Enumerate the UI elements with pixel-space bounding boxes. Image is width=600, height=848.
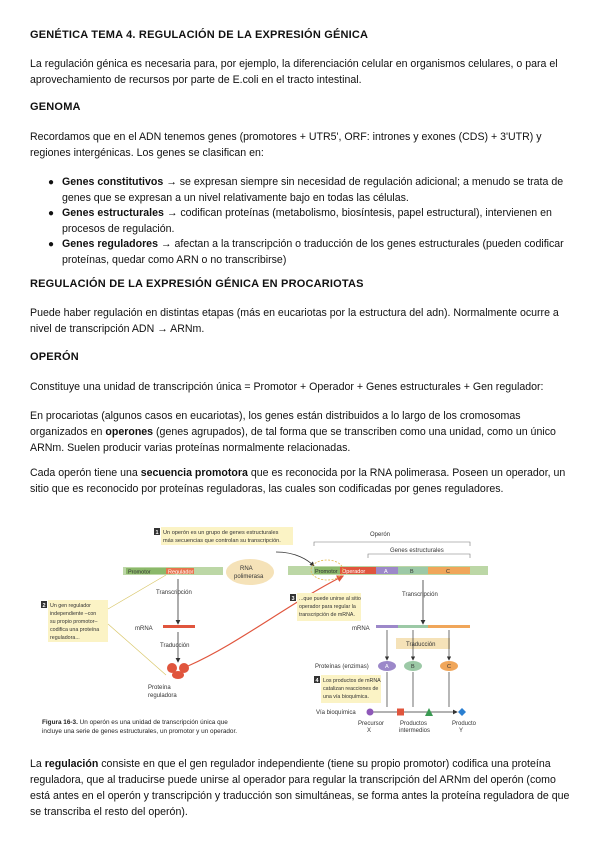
regulator-dna	[123, 567, 223, 576]
svg-text:Traducción: Traducción	[160, 643, 190, 649]
svg-text:RNA: RNA	[240, 566, 253, 572]
svg-text:independiente –con: independiente –con	[50, 611, 97, 617]
svg-text:Transcripción: Transcripción	[402, 592, 438, 598]
svg-text:Producto: Producto	[452, 721, 477, 727]
svg-text:3: 3	[291, 596, 295, 602]
svg-text:C: C	[447, 664, 451, 670]
svg-text:una vía bioquímica.: una vía bioquímica.	[323, 694, 369, 700]
figure-caption-line-1: Figura 16-3. Un operón es una unidad de transcripción única que	[42, 719, 228, 726]
svg-text:A: A	[385, 664, 389, 670]
gene-types-list	[30, 175, 575, 268]
promoter-paragraph: Cada operón tiene una secuencia promotora que es reconocida por la RNA polimerasa. Poseen un operador, un sitio que es reconocido por proteínas reguladoras, las cuales son codificadas por genes reguladores.	[30, 467, 566, 495]
svg-text:Traducción: Traducción	[406, 642, 436, 648]
svg-text:intermedios: intermedios	[399, 728, 431, 734]
note-4	[314, 675, 381, 703]
note-3	[290, 593, 361, 621]
note-1	[154, 527, 293, 545]
svg-text:Los productos de mRNA: Los productos de mRNA	[323, 678, 381, 684]
operon-dna	[288, 560, 488, 580]
bullet-icon: ●	[48, 177, 55, 188]
svg-text:...que puede unirse al sitio: ...que puede unirse al sitio	[299, 596, 361, 602]
svg-text:Transcripción: Transcripción	[156, 590, 192, 596]
regulatory-protein-shape	[167, 663, 189, 679]
list-item: ● Genes reguladores → afectan a la transcripción o traducción de los genes estructurales (pueden codificar proteínas, quedar como ARN o no transcribirse)	[48, 238, 564, 266]
svg-text:Promotor: Promotor	[315, 569, 338, 575]
svg-text:X: X	[367, 728, 372, 734]
svg-text:Proteína: Proteína	[148, 685, 171, 691]
operon-diagram	[38, 524, 508, 742]
svg-text:reguladora...: reguladora...	[50, 635, 80, 641]
intro-paragraph: La regulación génica es necesaria para, por ejemplo, la diferenciación celular en organismos celulares, o para el aprovechamiento de recursos por parte de E.coli en el tracto intestinal.	[30, 58, 558, 86]
rna-polymerase	[226, 559, 274, 585]
bullet-icon: ●	[48, 208, 55, 219]
svg-text:operador para regular la: operador para regular la	[299, 604, 356, 610]
list-item: ● Genes constitutivos → se expresan siempre sin necesidad de regulación adicional; a menudo se trata de genes que se expresan a un nivel relativamente bajo en todas las células.	[48, 176, 564, 204]
svg-text:A: A	[384, 569, 388, 575]
closing-paragraph: La regulación consiste en que el gen regulador independiente (tiene su propio promotor) codifica una proteína reguladora, que al traducirse puede unirse al operador para regular la transcripción del ARNm del operón (como está antes en el operón y transcripción y traducción son simultáneas, se forma antes la proteína reguladora de que se transcriba el resto del operón).	[30, 758, 570, 818]
svg-text:reguladora: reguladora	[148, 693, 177, 699]
svg-text:Un operón es un grupo de genes: Un operón es un grupo de genes estructurales	[163, 530, 279, 536]
mrna-strand	[376, 625, 470, 628]
operon-definition: Constituye una unidad de transcripción única = Promotor + Operador + Genes estructurales + Gen regulador:	[30, 381, 544, 393]
svg-text:B: B	[410, 569, 414, 575]
svg-text:2: 2	[42, 603, 46, 609]
figure-caption-line-2: incluye una serie de genes estructurales, un promotor y un operador.	[42, 728, 238, 735]
svg-text:C: C	[446, 569, 450, 575]
svg-text:más secuencias que controlan s: más secuencias que controlan su transcripción.	[163, 538, 281, 544]
svg-text:Genes estructurales: Genes estructurales	[390, 548, 444, 554]
svg-text:Proteínas (enzimas): Proteínas (enzimas)	[315, 664, 369, 670]
section-heading-operon: OPERÓN	[30, 351, 79, 363]
svg-text:1: 1	[155, 530, 159, 536]
svg-text:Regulador: Regulador	[168, 569, 194, 576]
svg-text:transcripción de mRNA.: transcripción de mRNA.	[299, 612, 355, 618]
svg-text:codifica una proteína: codifica una proteína	[50, 627, 100, 633]
svg-text:Precursor: Precursor	[358, 721, 385, 727]
svg-text:mRNA: mRNA	[135, 626, 153, 632]
section-heading-procariotas: REGULACIÓN DE LA EXPRESIÓN GÉNICA EN PROCARIOTAS	[30, 278, 364, 290]
svg-text:Promotor: Promotor	[128, 569, 151, 576]
enzyme-shapes	[378, 661, 458, 671]
operon-paragraph: En procariotas (algunos casos en eucariotas), los genes están distribuidos a lo largo de los cromosomas organizados en operones (genes agrupados), de tal forma que se transcriben como una unidad, como un único ARNm. Suelen producir varias proteínas normalmente relacionadas.	[30, 410, 556, 454]
note-2	[41, 575, 166, 675]
svg-text:Operador: Operador	[342, 569, 366, 575]
svg-text:catalizan reacciones de: catalizan reacciones de	[323, 686, 379, 692]
svg-text:B: B	[411, 664, 415, 670]
svg-text:Operón: Operón	[370, 532, 391, 538]
section-heading-genoma: GENOMA	[30, 101, 81, 113]
svg-text:su propio promotor–: su propio promotor–	[50, 619, 98, 625]
svg-text:Un gen regulador: Un gen regulador	[50, 603, 91, 609]
svg-text:polimerasa: polimerasa	[234, 574, 264, 580]
svg-text:Productos: Productos	[400, 721, 428, 727]
svg-text:Y: Y	[459, 728, 464, 734]
svg-text:mRNA: mRNA	[352, 626, 370, 632]
document-title: GENÉTICA TEMA 4. REGULACIÓN DE LA EXPRESIÓN GÉNICA	[30, 29, 369, 41]
operon-figure	[38, 524, 508, 742]
svg-text:4: 4	[315, 678, 319, 684]
procariotas-paragraph: Puede haber regulación en distintas etapas (más en eucariotas por la estructura del adn). Normalmente ocurre a nivel de transcripción ADN → ARNm.	[30, 307, 559, 335]
bullet-icon: ●	[48, 239, 55, 250]
svg-text:Vía bioquímica: Vía bioquímica	[316, 710, 356, 716]
genoma-paragraph: Recordamos que en el ADN tenemos genes (promotores + UTR5', ORF: intrones y exones (CDS) + 3'UTR) y regiones intergénicas. Los genes se clasifican en:	[30, 131, 542, 159]
list-item: ● Genes estructurales → codifican proteínas (metabolismo, biosíntesis, papel estructural), intervienen en procesos de regulación.	[48, 207, 552, 235]
